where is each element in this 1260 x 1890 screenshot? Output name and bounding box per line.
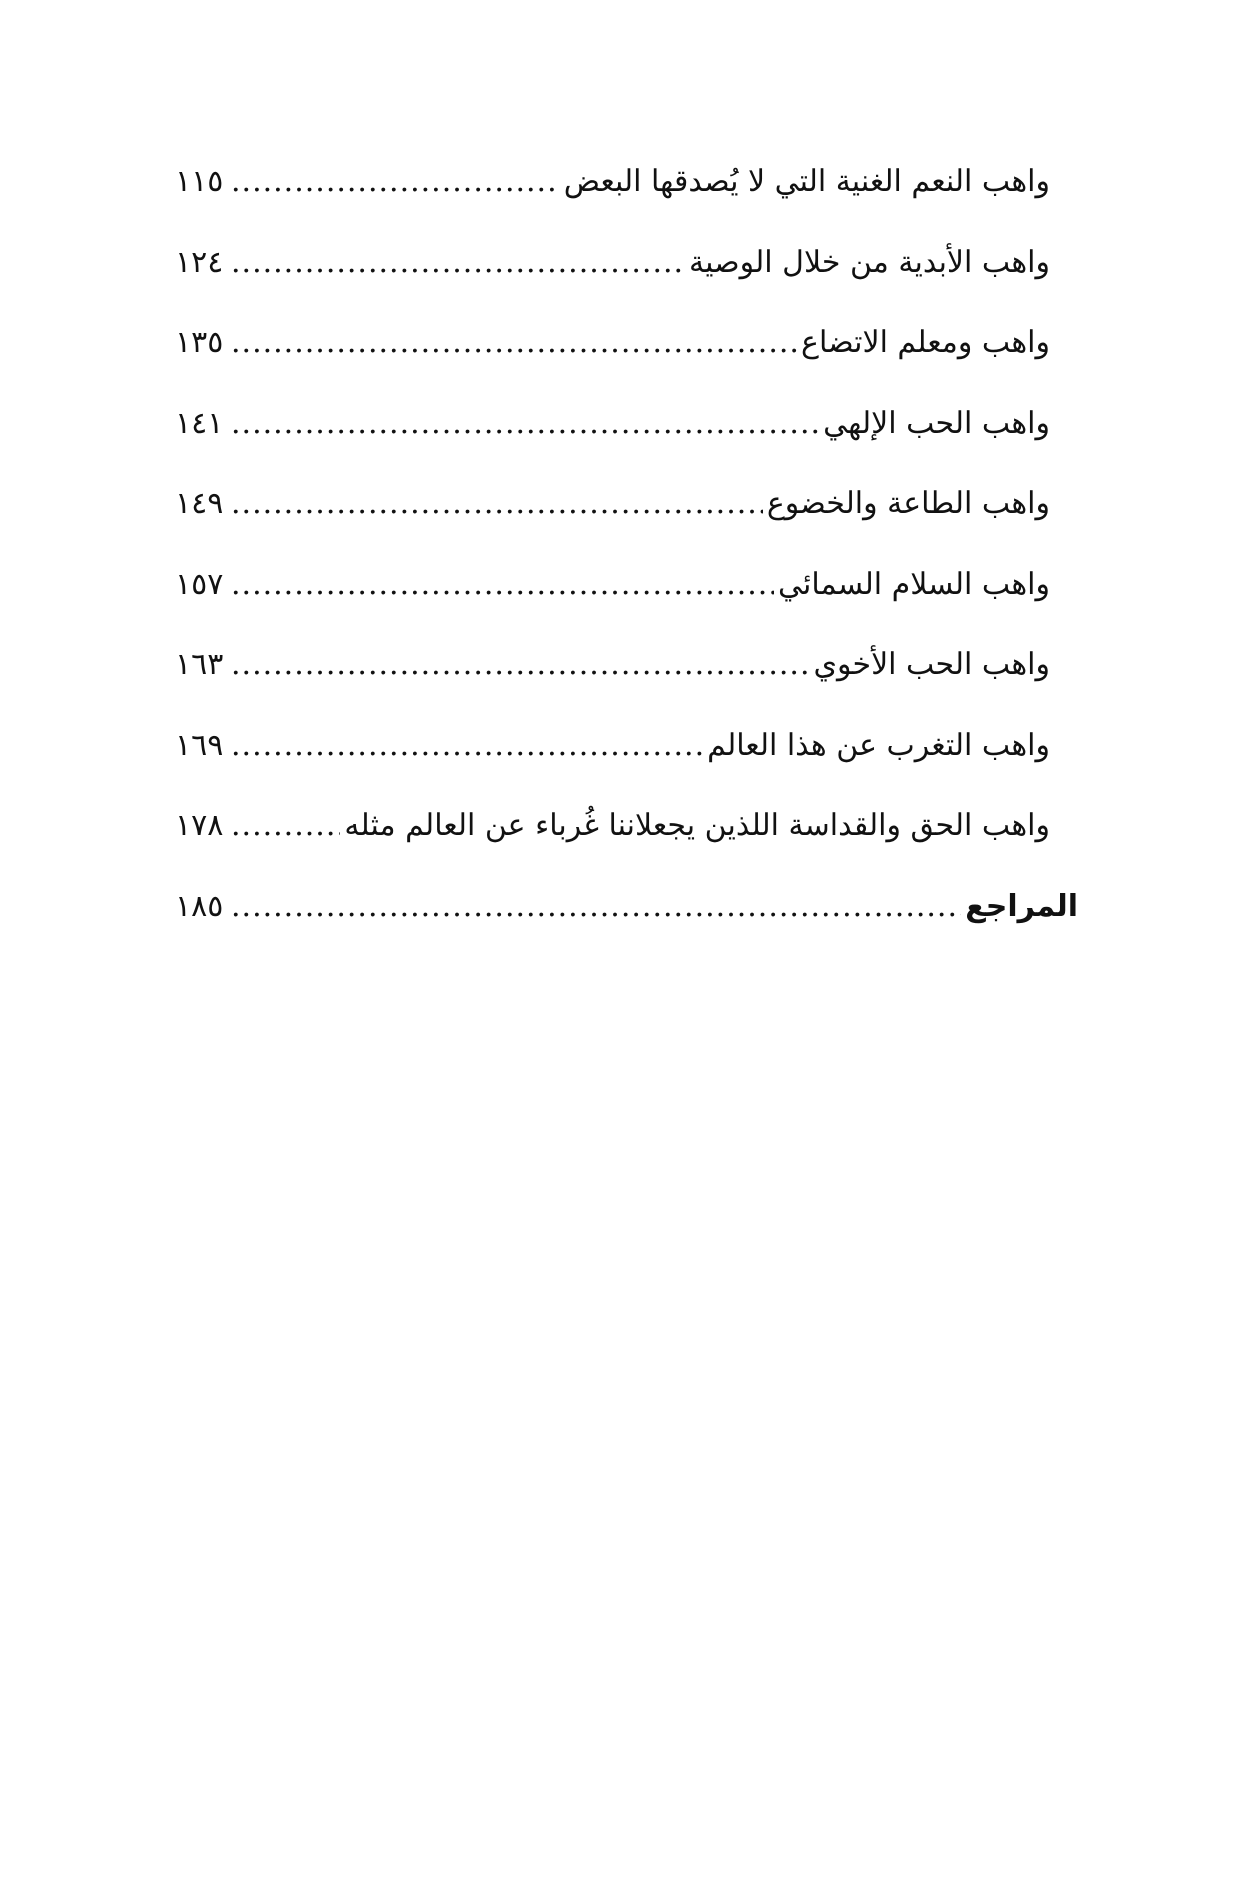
dot-leader (231, 724, 703, 768)
toc-entry (175, 804, 1050, 885)
toc-entry-title: واهب الأبدية من خلال الوصية (689, 244, 1050, 280)
dot-leader (231, 321, 797, 365)
dot-leader (231, 643, 810, 687)
dot-leader (231, 804, 340, 848)
toc-entry-references (175, 885, 1078, 966)
toc-entry-page: ١٤٩ (175, 486, 224, 521)
dot-leader (231, 885, 961, 929)
toc-entry-page: ١٤١ (175, 405, 224, 441)
toc-entry (175, 643, 1050, 724)
toc-entry-page: ١٧٨ (175, 808, 224, 843)
toc-entry-title: واهب السلام السمائي (778, 566, 1050, 602)
dot-leader (231, 241, 685, 285)
toc-entry (175, 241, 1050, 322)
toc-entry-title: واهب ومعلم الاتضاع (801, 325, 1050, 360)
toc-entry-title: واهب الطاعة والخضوع (766, 486, 1050, 521)
toc-entry-page: ١٦٣ (175, 647, 224, 682)
toc-entry-title: واهب الحب الأخوي (813, 647, 1050, 682)
toc-entry (175, 321, 1050, 402)
toc-entry-page: ١٥٧ (175, 566, 224, 602)
toc-entry-page: ١١٥ (175, 164, 224, 199)
dot-leader (231, 402, 819, 446)
toc-entry-title: واهب الحب الإلهي (823, 405, 1050, 441)
dot-leader (231, 563, 774, 607)
toc-entry-title: واهب التغرب عن هذا العالم (707, 727, 1050, 763)
dot-leader (231, 160, 560, 204)
toc-entry-title: واهب الحق والقداسة اللذين يجعلاننا غُرباء عن العالم مثله (344, 808, 1050, 843)
table-of-contents (175, 160, 1078, 965)
toc-entry (175, 482, 1050, 563)
toc-entry (175, 563, 1050, 644)
toc-entry-title: المراجع (965, 888, 1078, 924)
toc-entry (175, 724, 1050, 805)
toc-entry-page: ١٨٥ (175, 888, 224, 924)
toc-entry (175, 402, 1050, 483)
toc-entry (175, 160, 1050, 241)
dot-leader (231, 482, 763, 526)
toc-entry-page: ١٦٩ (175, 727, 224, 763)
toc-entry-page: ١٣٥ (175, 325, 224, 360)
toc-entry-title: واهب النعم الغنية التي لا يُصدقها البعض (563, 164, 1050, 199)
toc-entry-page: ١٢٤ (175, 244, 224, 280)
